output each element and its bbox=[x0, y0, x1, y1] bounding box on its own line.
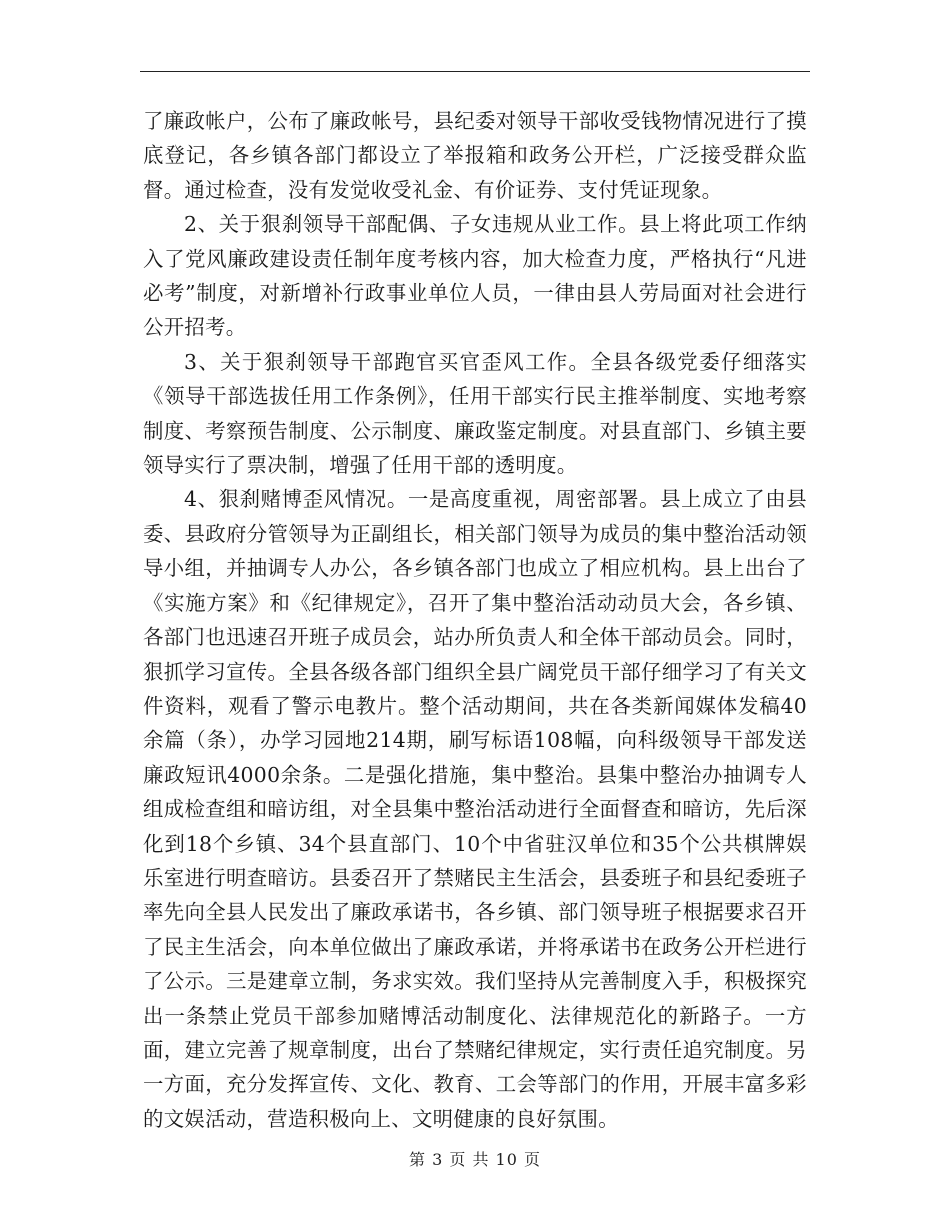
paragraph-item-3: 3、关于狠刹领导干部跑官买官歪风工作。全县各级党委仔细落实《领导干部选拔任用工作条例》，任用干部实行民主推举制度、实地考察制度、考察预告制度、公示制度、廉政鉴定制度。对县直部门、乡镇主要领导实行了票决制，增强了任用干部的透明度。 bbox=[143, 349, 807, 478]
page-number-footer: 第 3 页 共 10 页 bbox=[409, 1150, 541, 1169]
body-text bbox=[143, 104, 807, 1136]
paragraph-item-4: 4、狠刹赌博歪风情况。一是高度重视，周密部署。县上成立了由县委、县政府分管领导为正副组长，相关部门领导为成员的集中整治活动领导小组，并抽调专人办公，各乡镇各部门也成立了相应机构。县上出台了《实施方案》和《纪律规定》，召开了集中整治活动动员大会，各乡镇、各部门也迅速召开班子成员会，站办所负责人和全体干部动员会。同时，狠抓学习宣传。全县各级各部门组织全县广阔党员干部仔细学习了有关文件资料，观看了警示电教片。整个活动期间，共在各类新闻媒体发稿40余篇（条），办学习园地214期，刷写标语108幅，向科级领导干部发送廉政短讯4000余条。二是强化措施，集中整治。县集中整治办抽调专人组成检查组和暗访组，对全县集中整治活动进行全面督查和暗访，先后深化到18个乡镇、34个县直部门、10个中省驻汉单位和35个公共棋牌娱乐室进行明查暗访。县委召开了禁赌民主生活会，县委班子和县纪委班子率先向全县人民发出了廉政承诺书，各乡镇、部门领导班子根据要求召开了民主生活会，向本单位做出了廉政承诺，并将承诺书在政务公开栏进行了公示。三是建章立制，务求实效。我们坚持从完善制度入手，积极探究出一条禁止党员干部参加赌博活动制度化、法律规范化的新路子。一方面，建立完善了规章制度，出台了禁赌纪律规定，实行责任追究制度。另一方面，充分发挥宣传、文化、教育、工会等部门的作用，开展丰富多彩的文娱活动，营造积极向上、文明健康的良好氛围。 bbox=[143, 487, 807, 1131]
paragraph-continuation: 了廉政帐户，公布了廉政帐号，县纪委对领导干部收受钱物情况进行了摸底登记，各乡镇各部门都设立了举报箱和政务公开栏，广泛接受群众监督。通过检查，没有发觉收受礼金、有价证券、支付凭证现象。 bbox=[143, 109, 807, 202]
paragraph-item-2: 2、关于狠刹领导干部配偶、子女违规从业工作。县上将此项工作纳入了党风廉政建设责任制年度考核内容，加大检查力度，严格执行“凡进必考”制度，对新增补行政事业单位人员，一律由县人劳局面对社会进行公开招考。 bbox=[143, 212, 807, 340]
header-rule bbox=[140, 71, 810, 72]
